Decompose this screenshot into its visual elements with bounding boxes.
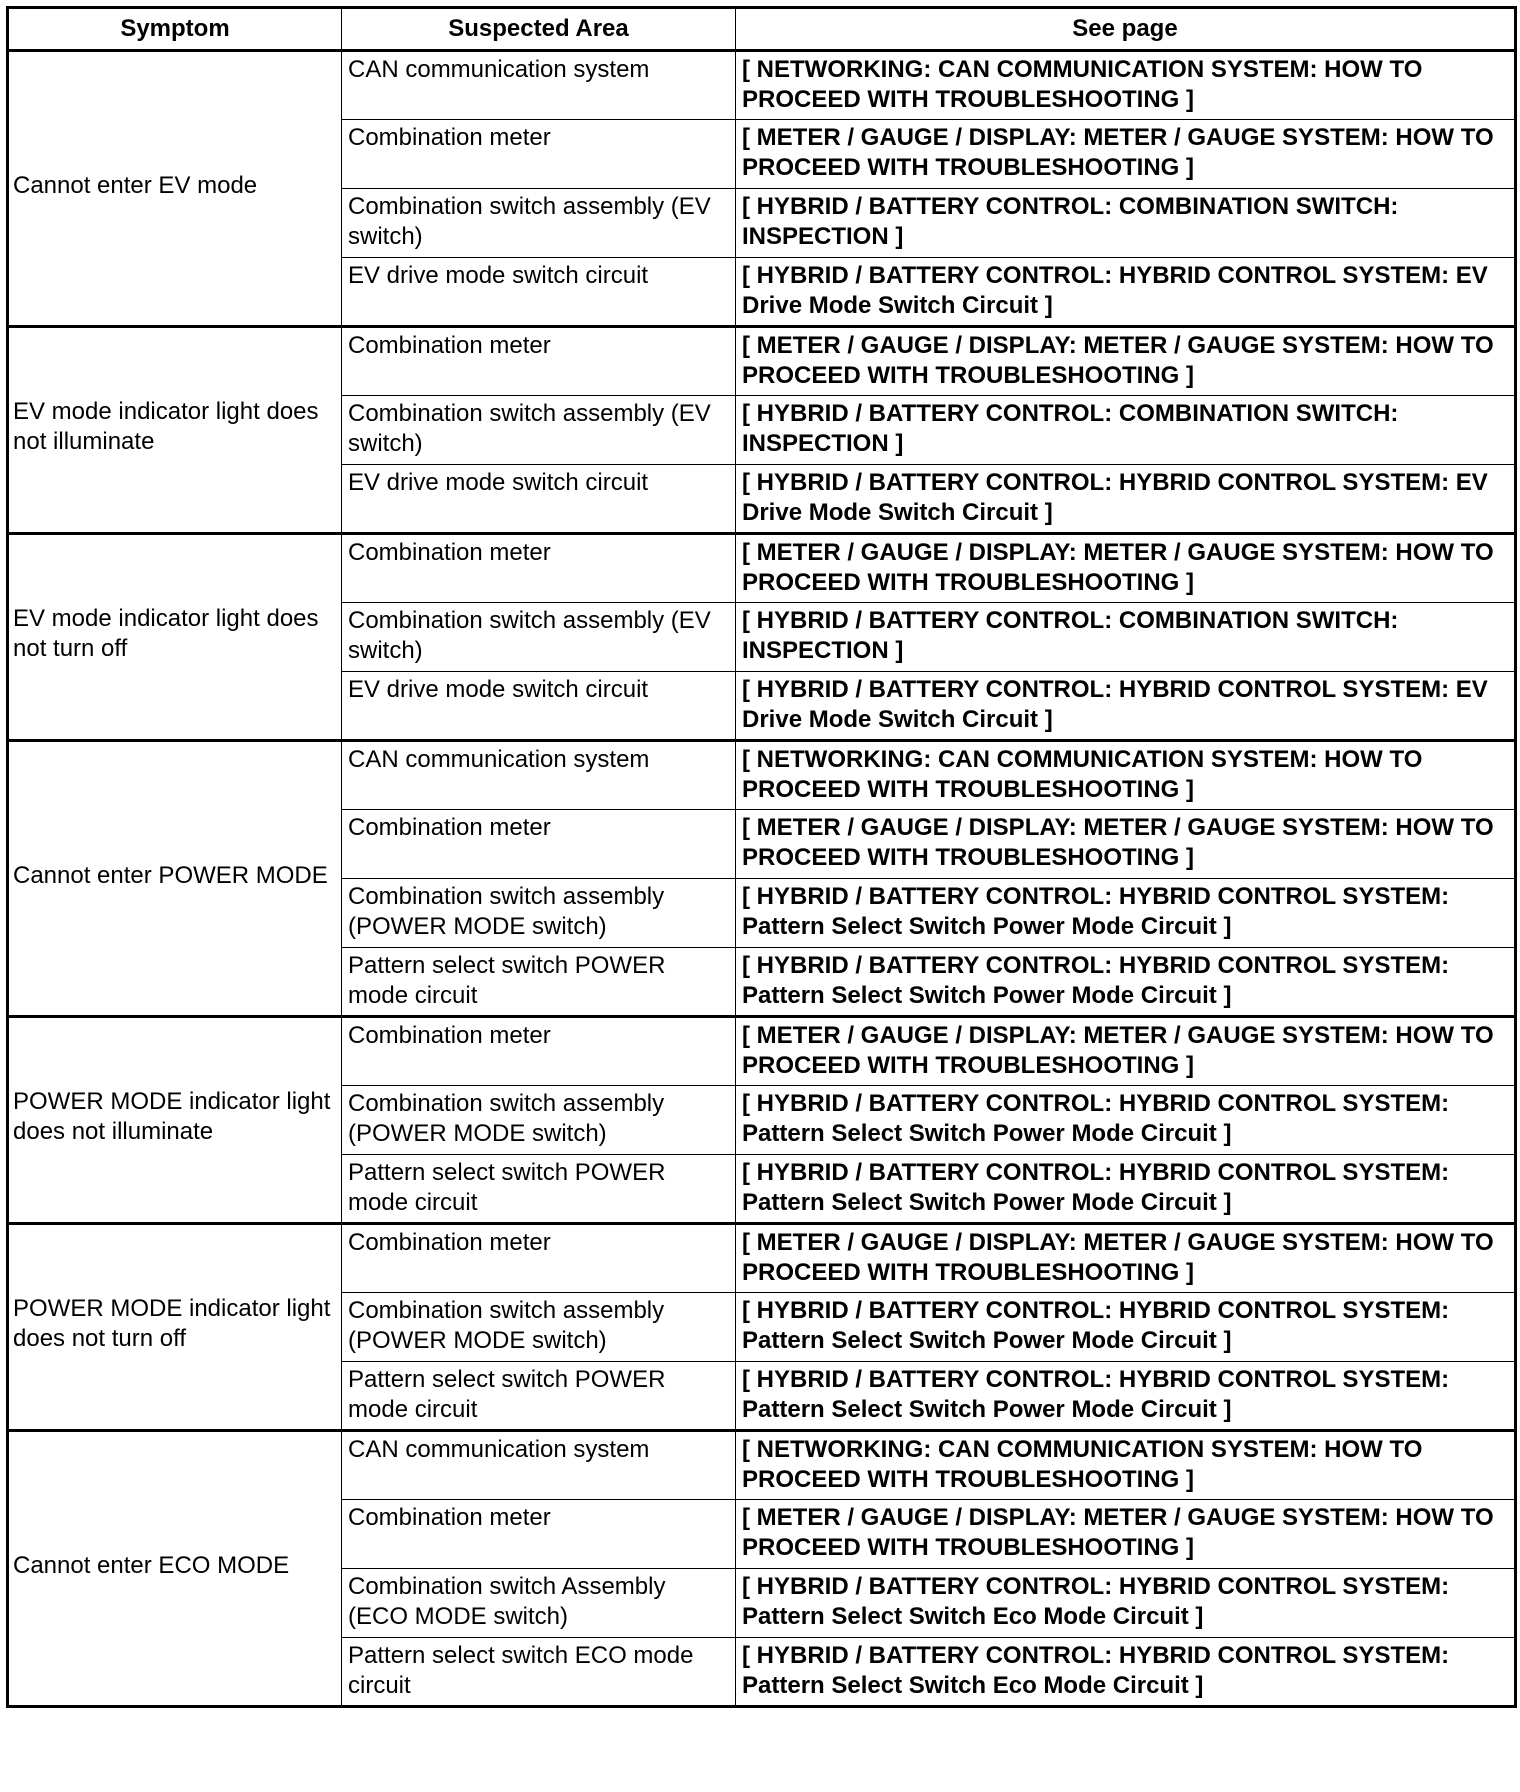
symptom-cell: POWER MODE indicator light does not turn off [8, 1224, 342, 1431]
see-page-link[interactable]: [ METER / GAUGE / DISPLAY: METER / GAUGE SYSTEM: HOW TO PROCEED WITH TROUBLESHOOTING ] [736, 810, 1516, 879]
suspected-area-cell: CAN communication system [342, 51, 736, 120]
suspected-area-cell: Pattern select switch ECO mode circuit [342, 1638, 736, 1707]
see-page-link[interactable]: [ METER / GAUGE / DISPLAY: METER / GAUGE SYSTEM: HOW TO PROCEED WITH TROUBLESHOOTING ] [736, 1017, 1516, 1086]
see-page-link[interactable]: [ HYBRID / BATTERY CONTROL: HYBRID CONTROL SYSTEM: Pattern Select Switch Power Mode Circuit ] [736, 1362, 1516, 1431]
suspected-area-cell: CAN communication system [342, 741, 736, 810]
suspected-area-cell: Combination meter [342, 327, 736, 396]
see-page-link[interactable]: [ NETWORKING: CAN COMMUNICATION SYSTEM: HOW TO PROCEED WITH TROUBLESHOOTING ] [736, 1431, 1516, 1500]
see-page-link[interactable]: [ HYBRID / BATTERY CONTROL: COMBINATION SWITCH: INSPECTION ] [736, 396, 1516, 465]
see-page-link[interactable]: [ HYBRID / BATTERY CONTROL: HYBRID CONTROL SYSTEM: Pattern Select Switch Power Mode Circuit ] [736, 1155, 1516, 1224]
see-page-link[interactable]: [ METER / GAUGE / DISPLAY: METER / GAUGE SYSTEM: HOW TO PROCEED WITH TROUBLESHOOTING ] [736, 1500, 1516, 1569]
suspected-area-cell: Combination meter [342, 1500, 736, 1569]
suspected-area-cell: Combination switch assembly (POWER MODE switch) [342, 879, 736, 948]
see-page-link[interactable]: [ NETWORKING: CAN COMMUNICATION SYSTEM: HOW TO PROCEED WITH TROUBLESHOOTING ] [736, 741, 1516, 810]
symptom-cell: POWER MODE indicator light does not illuminate [8, 1017, 342, 1224]
see-page-link[interactable]: [ HYBRID / BATTERY CONTROL: COMBINATION SWITCH: INSPECTION ] [736, 189, 1516, 258]
see-page-link[interactable]: [ METER / GAUGE / DISPLAY: METER / GAUGE SYSTEM: HOW TO PROCEED WITH TROUBLESHOOTING ] [736, 327, 1516, 396]
symptom-cell: Cannot enter EV mode [8, 51, 342, 327]
suspected-area-cell: Combination meter [342, 534, 736, 603]
table-row [8, 741, 1516, 810]
see-page-link[interactable]: [ HYBRID / BATTERY CONTROL: HYBRID CONTROL SYSTEM: Pattern Select Switch Eco Mode Circuit ] [736, 1638, 1516, 1707]
suspected-area-cell: Combination meter [342, 810, 736, 879]
suspected-area-cell: Combination meter [342, 1017, 736, 1086]
see-page-link[interactable]: [ HYBRID / BATTERY CONTROL: COMBINATION SWITCH: INSPECTION ] [736, 603, 1516, 672]
suspected-area-cell: Pattern select switch POWER mode circuit [342, 948, 736, 1017]
symptom-cell: EV mode indicator light does not illuminate [8, 327, 342, 534]
table-header-row [8, 8, 1516, 51]
see-page-link[interactable]: [ HYBRID / BATTERY CONTROL: HYBRID CONTROL SYSTEM: Pattern Select Switch Eco Mode Circuit ] [736, 1569, 1516, 1638]
suspected-area-cell: Combination switch assembly (POWER MODE switch) [342, 1293, 736, 1362]
see-page-link[interactable]: [ HYBRID / BATTERY CONTROL: HYBRID CONTROL SYSTEM: Pattern Select Switch Power Mode Circuit ] [736, 1293, 1516, 1362]
see-page-link[interactable]: [ METER / GAUGE / DISPLAY: METER / GAUGE SYSTEM: HOW TO PROCEED WITH TROUBLESHOOTING ] [736, 534, 1516, 603]
suspected-area-cell: EV drive mode switch circuit [342, 672, 736, 741]
see-page-link[interactable]: [ METER / GAUGE / DISPLAY: METER / GAUGE SYSTEM: HOW TO PROCEED WITH TROUBLESHOOTING ] [736, 1224, 1516, 1293]
suspected-area-cell: Combination switch assembly (EV switch) [342, 189, 736, 258]
symptom-cell: Cannot enter ECO MODE [8, 1431, 342, 1707]
table-row [8, 1017, 1516, 1086]
suspected-area-cell: Pattern select switch POWER mode circuit [342, 1362, 736, 1431]
see-page-link[interactable]: [ HYBRID / BATTERY CONTROL: HYBRID CONTROL SYSTEM: Pattern Select Switch Power Mode Circuit ] [736, 948, 1516, 1017]
table-row [8, 327, 1516, 396]
table-row [8, 51, 1516, 120]
see-page-link[interactable]: [ HYBRID / BATTERY CONTROL: HYBRID CONTROL SYSTEM: Pattern Select Switch Power Mode Circuit ] [736, 879, 1516, 948]
suspected-area-cell: EV drive mode switch circuit [342, 465, 736, 534]
suspected-area-cell: EV drive mode switch circuit [342, 258, 736, 327]
table-row [8, 1224, 1516, 1293]
troubleshooting-table [6, 6, 1517, 1708]
see-page-link[interactable]: [ HYBRID / BATTERY CONTROL: HYBRID CONTROL SYSTEM: EV Drive Mode Switch Circuit ] [736, 258, 1516, 327]
header-see-page: See page [736, 8, 1516, 51]
see-page-link[interactable]: [ HYBRID / BATTERY CONTROL: HYBRID CONTROL SYSTEM: Pattern Select Switch Power Mode Circuit ] [736, 1086, 1516, 1155]
see-page-link[interactable]: [ HYBRID / BATTERY CONTROL: HYBRID CONTROL SYSTEM: EV Drive Mode Switch Circuit ] [736, 465, 1516, 534]
suspected-area-cell: Combination switch Assembly (ECO MODE switch) [342, 1569, 736, 1638]
suspected-area-cell: CAN communication system [342, 1431, 736, 1500]
suspected-area-cell: Combination switch assembly (EV switch) [342, 603, 736, 672]
header-suspected-area: Suspected Area [342, 8, 736, 51]
suspected-area-cell: Combination switch assembly (POWER MODE switch) [342, 1086, 736, 1155]
table-body [8, 51, 1516, 1707]
table-row [8, 534, 1516, 603]
suspected-area-cell: Pattern select switch POWER mode circuit [342, 1155, 736, 1224]
table-row [8, 1431, 1516, 1500]
symptom-cell: Cannot enter POWER MODE [8, 741, 342, 1017]
see-page-link[interactable]: [ HYBRID / BATTERY CONTROL: HYBRID CONTROL SYSTEM: EV Drive Mode Switch Circuit ] [736, 672, 1516, 741]
see-page-link[interactable]: [ METER / GAUGE / DISPLAY: METER / GAUGE SYSTEM: HOW TO PROCEED WITH TROUBLESHOOTING ] [736, 120, 1516, 189]
see-page-link[interactable]: [ NETWORKING: CAN COMMUNICATION SYSTEM: HOW TO PROCEED WITH TROUBLESHOOTING ] [736, 51, 1516, 120]
symptom-cell: EV mode indicator light does not turn off [8, 534, 342, 741]
suspected-area-cell: Combination meter [342, 1224, 736, 1293]
header-symptom: Symptom [8, 8, 342, 51]
suspected-area-cell: Combination switch assembly (EV switch) [342, 396, 736, 465]
suspected-area-cell: Combination meter [342, 120, 736, 189]
